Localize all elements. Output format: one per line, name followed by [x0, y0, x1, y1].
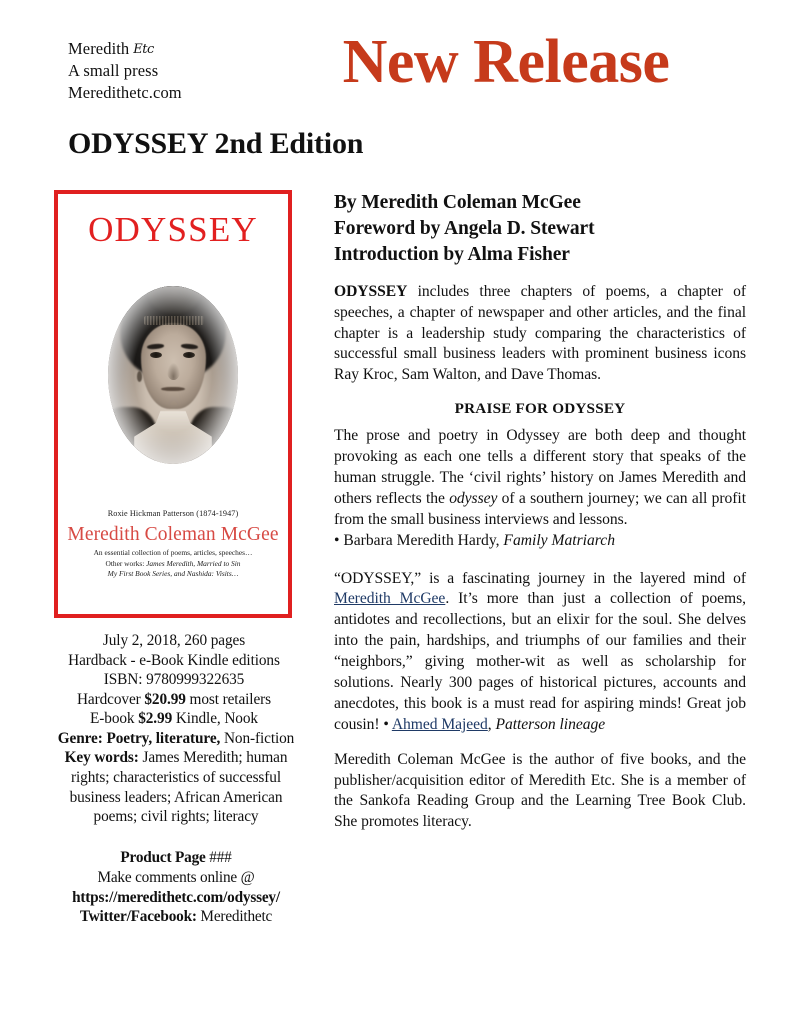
ebook-label: E-book [90, 710, 139, 728]
portrait-photo [108, 286, 238, 464]
publisher-name-line [68, 38, 288, 60]
cover-portrait-caption: Roxie Hickman Patterson (1874-1947) [107, 509, 239, 518]
hardcover-availability: most retailers [185, 690, 271, 708]
book-description-paragraph [334, 282, 746, 386]
testimonial-2-part-3: , [487, 715, 496, 733]
social-label: Twitter/Facebook: [79, 908, 197, 926]
publication-date-pages: July 2, 2018, 260 pages [102, 632, 246, 649]
portrait-hair-comb [144, 316, 204, 325]
page-title-book: ODYSSEY [68, 127, 208, 160]
cover-blurb-more-titles: My First Book Series, and Nashida: Visits… [107, 569, 239, 579]
cover-blurb-line-3 [58, 569, 288, 580]
publisher-tagline: A small press [68, 60, 159, 80]
testimonial-2-quote [334, 569, 746, 736]
social-line [54, 907, 298, 927]
portrait-earring [137, 371, 142, 382]
page-title-edition: 2nd Edition [214, 127, 364, 160]
page-title [68, 127, 363, 161]
publisher-name: Meredith [68, 39, 130, 58]
cover-portrait-wrapper [58, 254, 288, 496]
testimonial-2-attrib-role: Patterson lineage [495, 715, 606, 733]
cover-author-name: Meredith Coleman McGee [67, 524, 279, 545]
byline-introduction: Introduction by Alma Fisher [334, 243, 570, 265]
make-comments-label: Make comments online @ [97, 868, 255, 886]
genre-value: Non-fiction [220, 729, 295, 747]
description-text: includes three chapters of poems, a chapter of speeches, a chapter of newspaper and other articles, and the final chapter is a leadership study comparing the characteristics of successful small business leaders with prominent business icons Ray Kroc, Sam Walton, and Dave Thomas. [334, 282, 746, 384]
left-column [54, 190, 314, 927]
formats: Hardback - e-Book Kindle editions [68, 651, 280, 669]
testimonial-1-quote [334, 426, 746, 530]
testimonial-1-attrib-name: • Barbara Meredith Hardy, [334, 531, 504, 549]
keywords-label: Key words: [64, 749, 139, 767]
new-release-banner: New Release [342, 28, 670, 96]
book-details [54, 631, 294, 729]
portrait-nose [167, 363, 180, 381]
meredith-mcgee-link[interactable]: Meredith McGee [334, 590, 446, 608]
description-lead-title: ODYSSEY [334, 282, 408, 300]
testimonial-2-part-2: . It’s more than just a collection of poems, antidotes and recollections, but an elixir for the soul. She delves into the pain, hardships, and triumphs of our families and their “neighbors,” giving mother-wit as well as scholarship for solutions. Nearly 300 pages of historical pictures, accounts and anecdotes, this book is a must read for aspiring minds! Great job cousin! • [334, 590, 746, 733]
portrait-eye-left [150, 352, 162, 358]
social-handle: Meredithetc [196, 908, 273, 926]
portrait-eye-right [183, 352, 195, 358]
testimonial-1-part-1: The prose and poetry in Odyssey are both deep and thought provoking as each one tells a different story that speaks of the human struggle. The ‘civil rights’ history on James Meredith and others reflects the [334, 427, 746, 507]
testimonial-1-part-2: of a southern journey; we can all profit from the small business interviews and lessons. [334, 489, 746, 528]
author-bio-paragraph: Meredith Coleman McGee is the author of five books, and the publisher/acquisition editor of Meredith Etc. She is a member of the Sankofa Reading Group and the Learning Tree Book Club. She promotes literacy. [334, 750, 746, 831]
cover-title: ODYSSEY [88, 210, 258, 249]
byline-author: By Meredith Coleman McGee [334, 192, 581, 213]
testimonial-2-part-1: “ODYSSEY,” is a fascinating journey in the layered mind of [334, 569, 746, 587]
cover-blurb-other-works-label: Other works: [105, 558, 147, 568]
ebook-price: $2.99 [138, 710, 173, 728]
book-cover-image [54, 190, 292, 618]
cover-blurb [58, 548, 288, 580]
genre-label: Genre: Poetry, literature, [57, 729, 221, 747]
cover-blurb-other-works-titles: James Meredith, Married to Sin [146, 558, 241, 568]
ahmed-majeed-link[interactable]: Ahmed Majeed [391, 715, 488, 733]
testimonial-1-attrib-role: Family Matriarch [503, 531, 616, 549]
testimonial-1-attribution [334, 531, 746, 552]
product-page-value: ### [205, 848, 232, 866]
praise-section-heading: PRAISE FOR ODYSSEY [454, 400, 626, 418]
product-page-line [54, 848, 298, 868]
product-page-label: Product Page [120, 848, 206, 866]
cover-blurb-line-2 [58, 559, 288, 570]
promo-block [54, 848, 298, 928]
keywords-value: James Meredith; human rights; characteristics of successful business leaders; African American poems; civil rights; literacy [69, 749, 288, 826]
keywords-line [54, 748, 298, 826]
ebook-price-line [54, 709, 294, 729]
byline-block [334, 190, 746, 268]
hardcover-price-line [54, 690, 294, 710]
testimonial-1-italic-word: odyssey [449, 489, 498, 507]
isbn: ISBN: 9780999322635 [103, 671, 245, 689]
ebook-availability: Kindle, Nook [172, 710, 258, 728]
publisher-masthead [68, 38, 288, 104]
etc-logomark: Etc [133, 42, 154, 57]
hardcover-price: $20.99 [144, 690, 186, 708]
genre-keywords-block [54, 729, 298, 827]
publisher-website: Meredithetc.com [68, 82, 182, 102]
byline-foreword: Foreword by Angela D. Stewart [334, 217, 595, 239]
hardcover-label: Hardcover [76, 690, 145, 708]
portrait-mouth [161, 387, 184, 392]
cover-blurb-line-1: An essential collection of poems, articles, speeches… [93, 548, 253, 557]
right-column [334, 190, 746, 847]
product-url[interactable]: https://meredithetc.com/odyssey/ [72, 888, 280, 906]
genre-line [54, 729, 298, 749]
